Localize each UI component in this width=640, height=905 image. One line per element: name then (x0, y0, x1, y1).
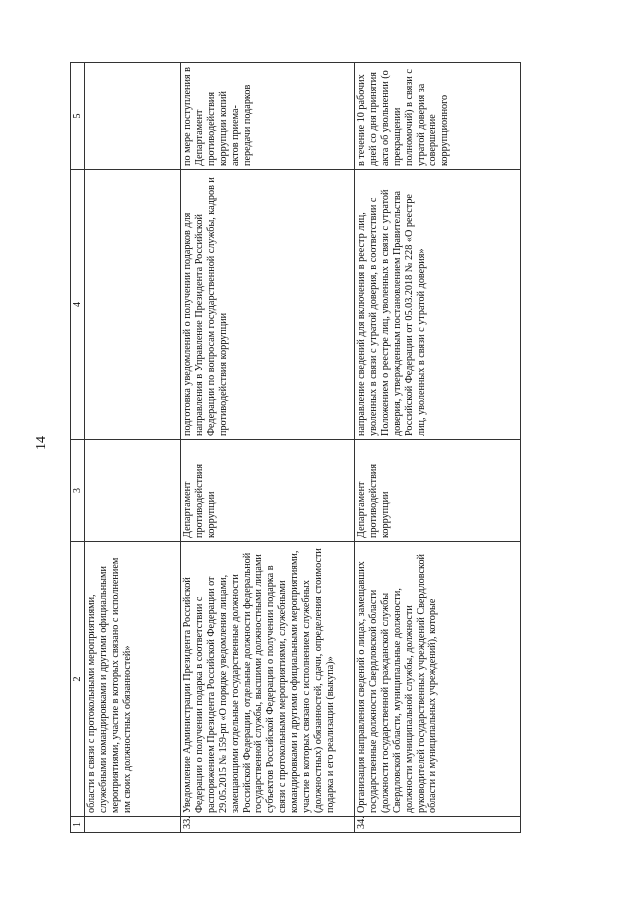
responsible-text: Департамент противодействия коррупции (181, 440, 355, 542)
action-text (85, 170, 181, 440)
measures-table (70, 62, 521, 833)
measure-text: Уведомление Администрации Президента Российской Федерации о получении подарка в соответствии с распоряжением Президента Российской Федерации от 29.05.2015 № 159-рп «О порядке уведомления лицами, замещающими отдельные государственные должности Российской Федерации, отдельные должности федеральной государственной службы, высшими должностными лицами субъектов Российской Федерации о получении подарка в связи с протокольными мероприятиями, служебными командировками и другими официальными мероприятиями, участие в которых связано с исполнением служебных (должностных) обязанностей, сдачи, определения стоимости подарка и его реализации (выкупа)» (181, 542, 355, 817)
action-text: направление сведений для включения в реестр лиц, уволенных в связи с утратой доверия, в соответствии с Положением о реестре лиц, уволенных в связи с утратой доверия, утвержденным постановлением Правительства Российской Федерации от 05.03.2018 № 228 «О реестре лиц, уволенных в связи с утратой доверия» (355, 170, 521, 440)
rotated-table-container (70, 63, 520, 833)
responsible-text: Департамент противодействия коррупции (355, 440, 521, 542)
table-row (181, 63, 355, 833)
deadline-text (85, 63, 181, 170)
action-text: подготовка уведомлений о получении подарков для направления в Управление Президента Российской Федерации по вопросам государственной службы, кадров и противодействия коррупции (181, 170, 355, 440)
deadline-text: по мере поступления в Департамент противодействия коррупции копий актов приема-передачи подарков (181, 63, 355, 170)
measure-text: Организация направления сведений о лицах, замещавших государственные должности Свердловской области (должности государственной гражданской службы Свердловской области, муниципальные должности, должности муниципальной службы, должности руководителей государственных учреждений Свердловской области и муниципальных учреждений), которые (355, 542, 521, 817)
header-cell: 3 (71, 440, 85, 542)
table-row (85, 63, 181, 833)
header-row (71, 63, 85, 833)
table-row (355, 63, 521, 833)
header-cell: 2 (71, 542, 85, 817)
deadline-text: в течение 10 рабочих дней со дня принятия акта об увольнении (о прекращении полномочий) в связи с утратой доверия за совершение коррупционного (355, 63, 521, 170)
responsible-text (85, 440, 181, 542)
row-number: 33. (181, 817, 355, 833)
row-number: 34. (355, 817, 521, 833)
row-number (85, 817, 181, 833)
measure-text: области в связи с протокольными мероприятиями, служебными командировками и другими официальными мероприятиями, участие в которых связано с исполнением им своих должностных обязанностей» (85, 542, 181, 817)
header-cell: 4 (71, 170, 85, 440)
page-number: 14 (34, 436, 49, 450)
header-cell: 5 (71, 63, 85, 170)
header-cell: 1 (71, 817, 85, 833)
